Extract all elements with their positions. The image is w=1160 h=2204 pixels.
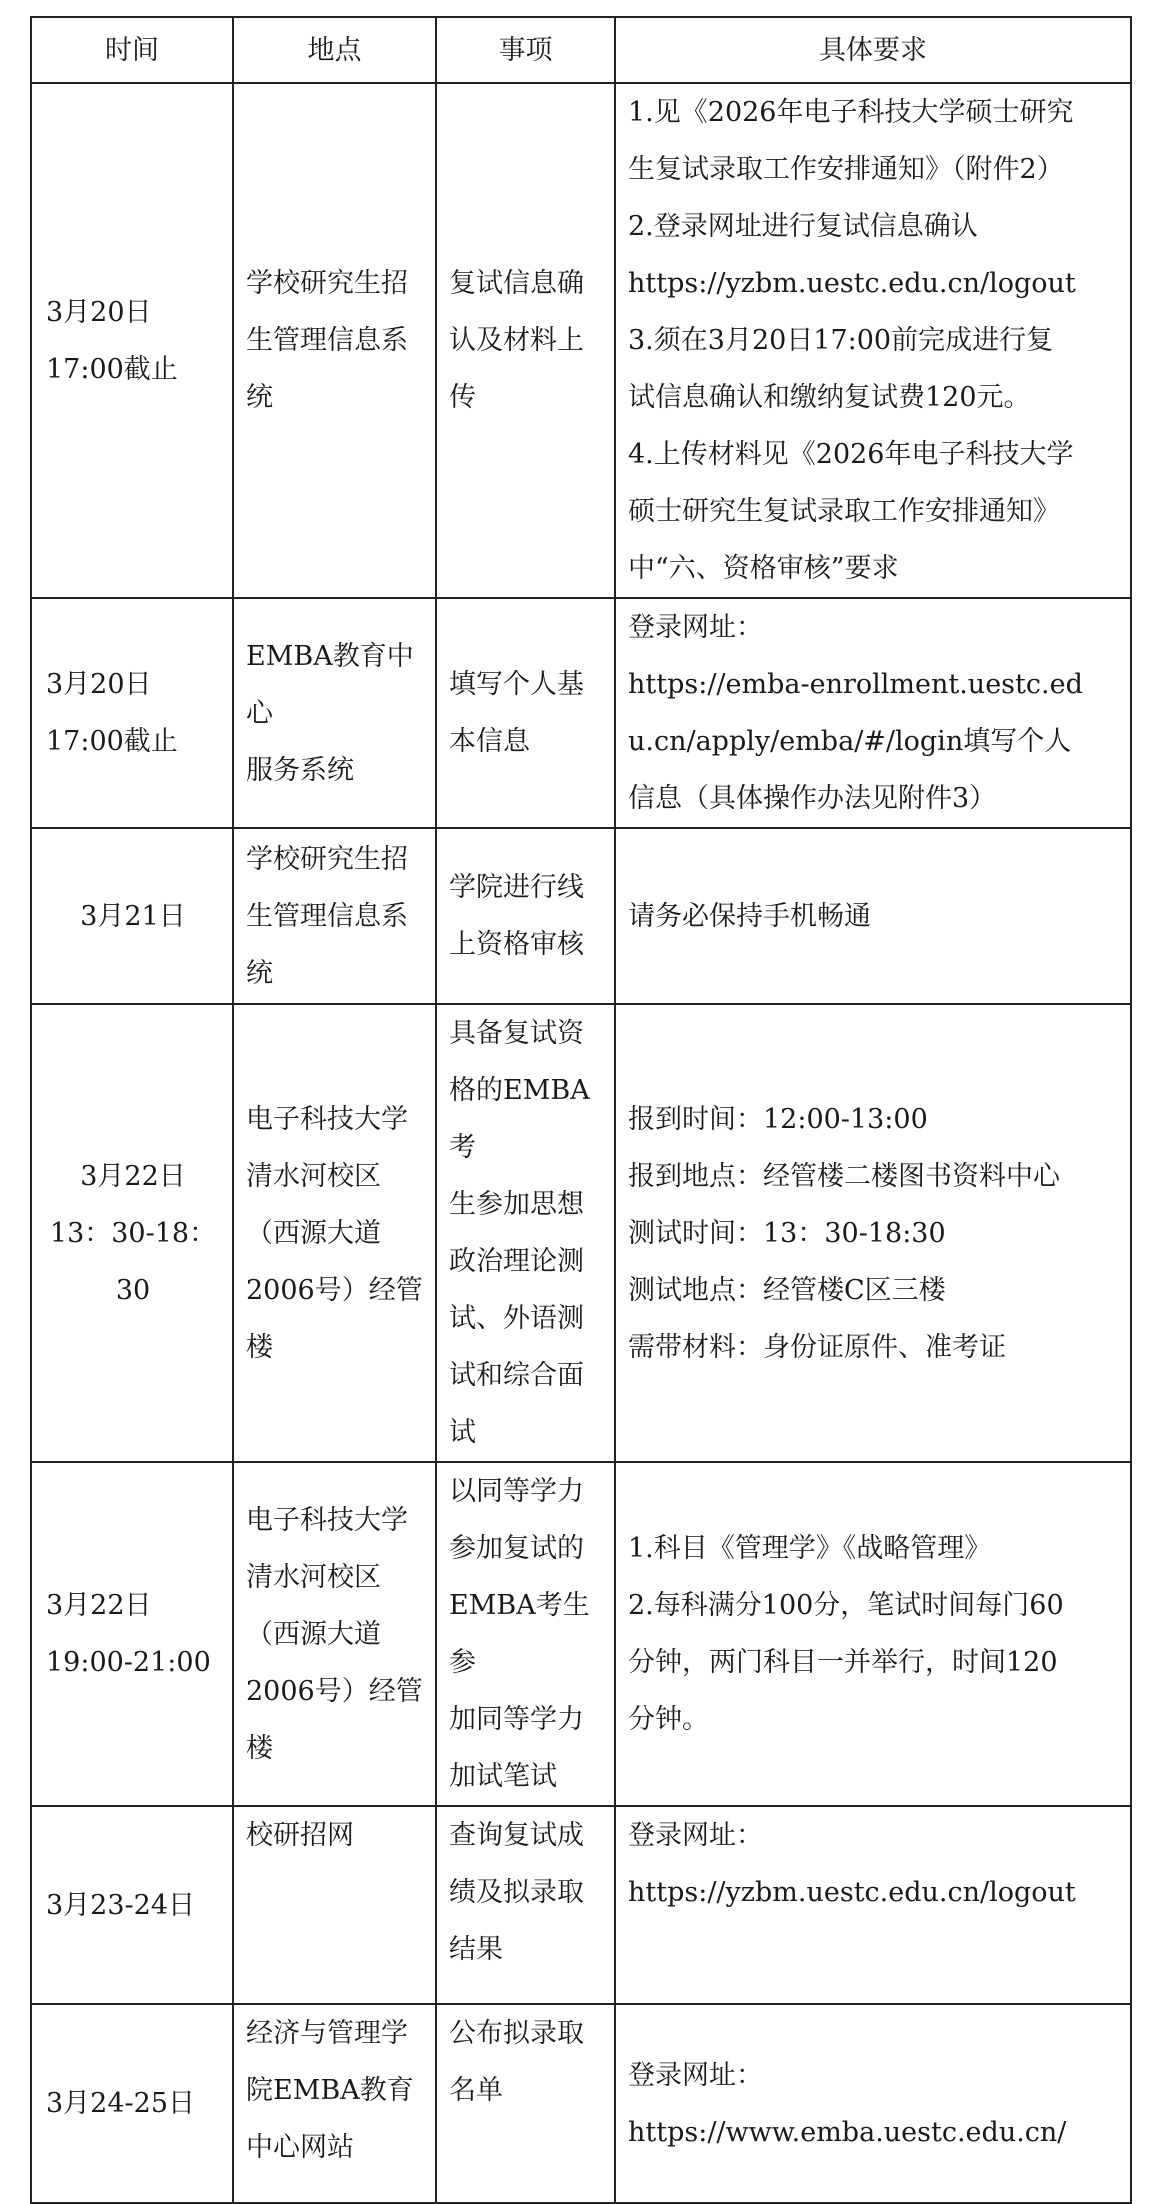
place-line: 中心网站	[246, 2132, 354, 2163]
emba-site-url-link[interactable]: https://www.emba.uestc.edu.cn/	[628, 2116, 1067, 2148]
item-line: 认及材料上	[449, 325, 584, 356]
req-line: u.cn/apply/emba/#/login填写个人	[628, 726, 1072, 757]
time-line: 17:00截止	[46, 726, 178, 757]
place-line: 清水河校区	[246, 1160, 381, 1192]
time-line: 13：30-18：30	[49, 1217, 217, 1306]
place-line: （西源大道	[246, 1217, 381, 1249]
item-line: 名单	[449, 2075, 503, 2106]
req-line: 1.见《2026年电子科技大学硕士研究	[628, 97, 1074, 128]
place-line: 电子科技大学	[246, 1103, 408, 1135]
table-row	[31, 598, 1131, 828]
requirements-cell	[615, 1462, 1131, 1806]
requirements-cell	[615, 83, 1131, 598]
place-cell	[233, 1462, 436, 1806]
time-line: 3月22日	[80, 1160, 186, 1192]
place-cell	[233, 1004, 436, 1462]
item-cell	[436, 1806, 615, 2004]
place-line: 清水河校区	[246, 1561, 381, 1593]
time-cell	[31, 598, 233, 828]
item-line: 绩及拟录取	[449, 1877, 584, 1908]
time-line: 3月21日	[80, 900, 186, 932]
place-line: （西源大道	[246, 1618, 381, 1650]
header-item: 事项	[436, 17, 615, 83]
req-line: 2.每科满分100分，笔试时间每门60	[628, 1590, 1064, 1621]
header-row	[31, 17, 1131, 83]
time-cell	[31, 2004, 233, 2203]
schedule-table	[30, 16, 1132, 2204]
time-line: 3月24-25日	[46, 2088, 196, 2119]
req-line: 报到时间：12:00-13:00	[628, 1103, 928, 1135]
req-line: 报到地点：经管楼二楼图书资料中心	[628, 1160, 1060, 1192]
item-line: 加试笔试	[449, 1761, 557, 1792]
req-line: 3.须在3月20日17:00前完成进行复	[628, 325, 1054, 356]
place-line: 学校研究生招	[246, 843, 408, 875]
req-line: 请务必保持手机畅通	[628, 900, 871, 932]
time-cell	[31, 1462, 233, 1806]
table-row	[31, 83, 1131, 598]
req-line: 硕士研究生复试录取工作安排通知》	[628, 496, 1060, 527]
item-cell	[436, 1462, 615, 1806]
time-line: 3月20日	[46, 296, 152, 328]
item-line: 复试信息确	[449, 268, 584, 299]
req-line: 4.上传材料见《2026年电子科技大学	[628, 439, 1074, 470]
requirements-cell	[615, 1806, 1131, 2004]
req-line: 1.科目《管理学》《战略管理》	[628, 1533, 992, 1564]
req-line: 试信息确认和缴纳复试费120元。	[628, 382, 1031, 413]
table-row	[31, 1004, 1131, 1462]
item-line: 传	[449, 382, 476, 413]
item-line: 格的EMBA考	[449, 1075, 590, 1163]
place-cell	[233, 1806, 436, 2004]
time-cell	[31, 1806, 233, 2004]
item-cell	[436, 1004, 615, 1462]
time-line: 19:00-21:00	[46, 1647, 211, 1678]
item-cell	[436, 828, 615, 1004]
table-row	[31, 828, 1131, 1004]
item-line: 试、外语测	[449, 1303, 584, 1334]
req-line: 测试地点：经管楼C区三楼	[628, 1274, 946, 1306]
requirements-cell	[615, 1004, 1131, 1462]
item-cell	[436, 83, 615, 598]
table-row	[31, 2004, 1131, 2203]
req-line: 登录网址：	[628, 2059, 763, 2091]
item-line: 生参加思想	[449, 1189, 584, 1220]
place-line: EMBA教育中心	[246, 640, 414, 729]
requirements-cell	[615, 598, 1131, 828]
time-line: 3月20日	[46, 669, 152, 700]
item-cell	[436, 598, 615, 828]
req-line: 分钟。	[628, 1704, 709, 1735]
place-cell	[233, 828, 436, 1004]
score-query-url-link[interactable]: https://yzbm.uestc.edu.cn/logout	[628, 1877, 1076, 1908]
item-line: 填写个人基	[449, 669, 584, 700]
place-line: 经济与管理学	[246, 2018, 408, 2049]
header-place: 地点	[233, 17, 436, 83]
place-line: 学校研究生招	[246, 268, 408, 299]
time-cell	[31, 1004, 233, 1462]
place-line: 楼	[246, 1331, 273, 1363]
table-row	[31, 1462, 1131, 1806]
req-line: 2.登录网址进行复试信息确认	[628, 211, 978, 242]
item-line: 具备复试资	[449, 1018, 584, 1049]
req-line: 登录网址：	[628, 612, 763, 643]
time-line: 3月22日	[46, 1590, 152, 1621]
req-line: 中“六、资格审核”要求	[628, 553, 899, 584]
place-line: 统	[246, 382, 273, 413]
item-line: 学院进行线	[449, 872, 584, 903]
place-line: 统	[246, 957, 273, 989]
item-line: 公布拟录取	[449, 2018, 584, 2049]
req-line: 需带材料：身份证原件、准考证	[628, 1331, 1006, 1363]
item-line: 试	[449, 1417, 476, 1448]
time-cell	[31, 83, 233, 598]
item-line: EMBA考生参	[449, 1590, 590, 1678]
item-line: 政治理论测	[449, 1246, 584, 1277]
place-line: 电子科技大学	[246, 1504, 408, 1536]
requirements-cell	[615, 2004, 1131, 2203]
login-url-link[interactable]: https://yzbm.uestc.edu.cn/logout	[628, 268, 1076, 299]
time-line: 3月23-24日	[46, 1889, 196, 1921]
header-time: 时间	[31, 17, 233, 83]
place-line: 服务系统	[246, 754, 354, 786]
place-cell	[233, 2004, 436, 2203]
req-line: 生复试录取工作安排通知》（附件2）	[628, 154, 1064, 185]
item-line: 加同等学力	[449, 1704, 584, 1735]
place-line: 院EMBA教育	[246, 2075, 414, 2106]
enrollment-url-link[interactable]: https://emba-enrollment.uestc.ed	[628, 669, 1083, 700]
item-line: 参加复试的	[449, 1533, 584, 1564]
item-cell	[436, 2004, 615, 2203]
item-line: 上资格审核	[449, 929, 584, 960]
req-line: 登录网址：	[628, 1820, 763, 1851]
place-line: 校研招网	[246, 1820, 354, 1851]
place-cell	[233, 83, 436, 598]
time-line: 17:00截止	[46, 353, 178, 385]
place-line: 2006号）经管	[246, 1274, 423, 1306]
time-cell	[31, 828, 233, 1004]
item-line: 以同等学力	[449, 1476, 584, 1507]
place-line: 生管理信息系	[246, 900, 408, 932]
req-line: 信息（具体操作办法见附件3）	[628, 783, 997, 814]
item-line: 本信息	[449, 726, 530, 757]
item-line: 结果	[449, 1934, 503, 1965]
req-line: 分钟，两门科目一并举行，时间120	[628, 1647, 1058, 1678]
place-cell	[233, 598, 436, 828]
table-row	[31, 1806, 1131, 2004]
place-line: 楼	[246, 1732, 273, 1764]
header-requirements: 具体要求	[615, 17, 1131, 83]
place-line: 2006号）经管	[246, 1675, 423, 1707]
place-line: 生管理信息系	[246, 325, 408, 356]
item-line: 试和综合面	[449, 1360, 584, 1391]
req-line: 测试时间：13：30-18:30	[628, 1217, 946, 1249]
requirements-cell	[615, 828, 1131, 1004]
item-line: 查询复试成	[449, 1820, 584, 1851]
